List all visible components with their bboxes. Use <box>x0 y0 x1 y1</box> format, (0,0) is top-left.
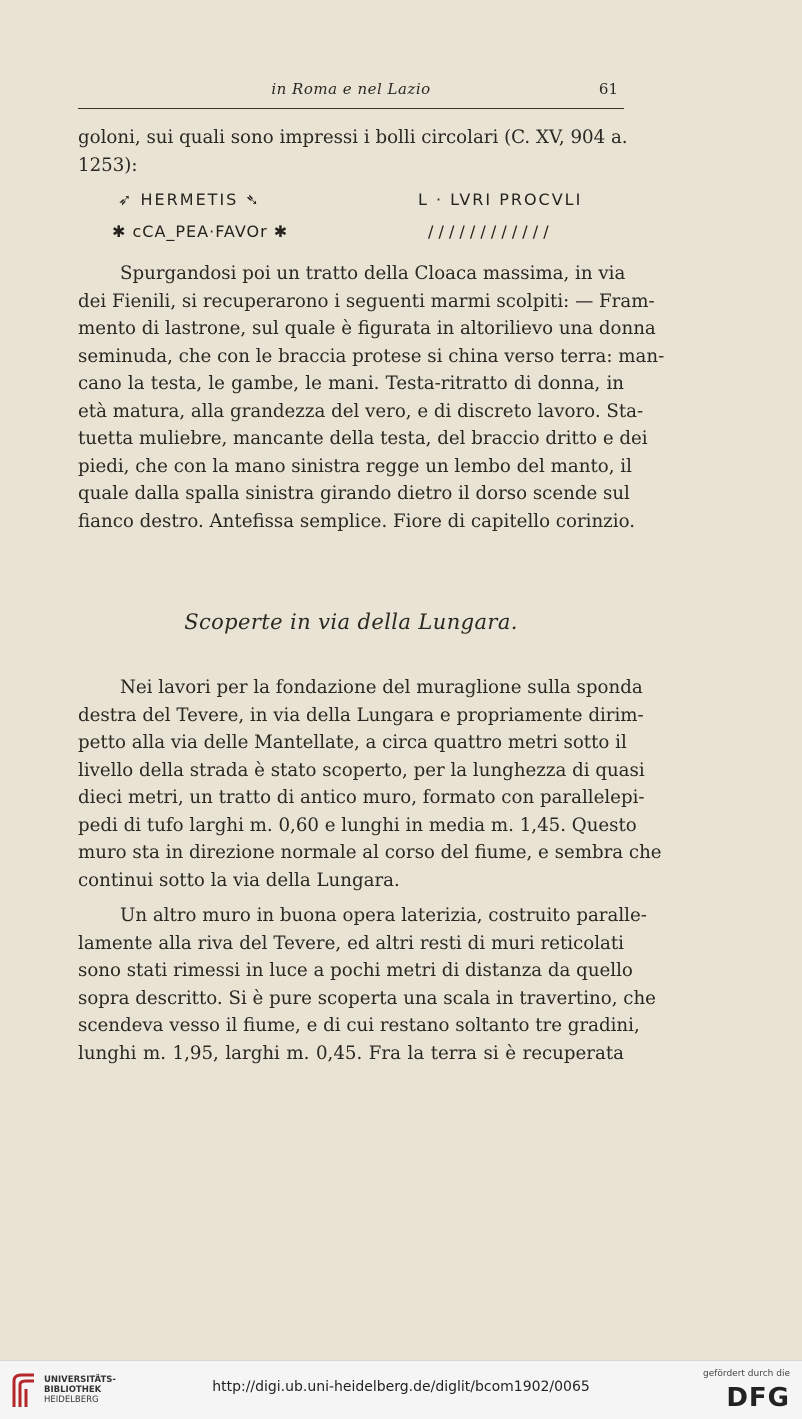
running-head <box>78 80 624 104</box>
text-line: mento di lastrone, sul quale è figurata in altorilievo una donna <box>78 318 656 339</box>
text-line: pedi di tufo larghi m. 0,60 e lunghi in media m. 1,45. Questo <box>78 814 637 836</box>
library-line: BIBLIOTHEK <box>44 1385 102 1395</box>
dfg-logo: DFG <box>726 1383 790 1413</box>
library-line: UNIVERSITÄTS- <box>44 1375 116 1385</box>
inscription-left-2: ✱ cCA_PEA·FAVOr ✱ <box>112 222 289 241</box>
section-title: Scoperte in via della Lungara. <box>184 610 518 634</box>
text-line: sono stati rimessi in luce a pochi metri di distanza da quello <box>78 960 633 981</box>
text-line: cano la testa, le gambe, le mani. Testa-ritratto di donna, in <box>78 373 624 394</box>
inscription-left-1 <box>118 190 261 209</box>
funding-note: gefördert durch die <box>703 1369 790 1379</box>
text-line: fianco destro. Antefissa semplice. Fiore di capitello corinzio. <box>78 510 635 532</box>
text-line: 1253): <box>78 154 138 176</box>
text-line: sopra descritto. Si è pure scoperta una scala in travertino, che <box>78 987 656 1009</box>
text-line: muro sta in direzione normale al corso del fiume, e sembra che <box>78 842 662 863</box>
text-line: lamente alla riva del Tevere, ed altri resti di muri reticolati <box>78 932 624 954</box>
text-line: continui sotto la via della Lungara. <box>78 869 400 891</box>
library-line: HEIDELBERG <box>44 1395 99 1405</box>
text-line: Un altro muro in buona opera laterizia, costruito paralle- <box>120 905 647 926</box>
viewer-footer <box>0 1360 802 1419</box>
feather-icon: ➴ <box>238 190 261 209</box>
page-number: 61 <box>598 80 618 98</box>
text-line: Nei lavori per la fondazione del muraglione sulla sponda <box>120 677 643 698</box>
text-line: tuetta muliebre, mancante della testa, del braccio dritto e dei <box>78 428 648 449</box>
text-line: piedi, che con la mano sinistra regge un lembo del manto, il <box>78 455 632 477</box>
intro-paragraph <box>78 124 628 179</box>
text-line: destra del Tevere, in via della Lungara e propriamente dirim- <box>78 704 644 726</box>
header-rule <box>78 108 624 109</box>
inscription-text: HERMETIS <box>140 190 239 209</box>
text-line: età matura, alla grandezza del vero, e di discreto lavoro. Sta- <box>78 400 644 422</box>
text-line: Spurgandosi poi un tratto della Cloaca massima, in via <box>120 263 626 284</box>
text-line: livello della strada è stato scoperto, per la lunghezza di quasi <box>78 759 645 781</box>
text-line: dieci metri, un tratto di antico muro, formato con parallelepi- <box>78 787 645 808</box>
text-line: seminuda, che con le braccia protese si china verso terra: man- <box>78 345 665 367</box>
text-line: scendeva vesso il fiume, e di cui restano soltanto tre gradini, <box>78 1015 640 1036</box>
text-line: petto alla via delle Mantellate, a circa quattro metri sotto il <box>78 732 627 753</box>
inscription-right-1: L · LVRI PROCVLI <box>418 190 583 209</box>
inscription-right-2: / / / / / / / / / / / / <box>428 222 549 241</box>
paragraph-2 <box>78 674 662 894</box>
text-line: goloni, sui quali sono impressi i bolli circolari (C. XV, 904 a. <box>78 127 628 148</box>
text-line: dei Fienili, si recuperarono i seguenti marmi scolpiti: — Fram- <box>78 290 655 312</box>
feather-icon: ➶ <box>118 190 141 209</box>
running-title: in Roma e nel Lazio <box>271 80 431 98</box>
permalink[interactable]: http://digi.ub.uni-heidelberg.de/diglit/bcom1902/0065 <box>212 1379 590 1395</box>
text-line: lunghi m. 1,95, larghi m. 0,45. Fra la terra si è recuperata <box>78 1042 624 1064</box>
text-line: quale dalla spalla sinistra girando dietro il dorso scende sul <box>78 483 630 504</box>
paragraph-3 <box>78 902 656 1067</box>
paragraph-1 <box>78 260 665 535</box>
